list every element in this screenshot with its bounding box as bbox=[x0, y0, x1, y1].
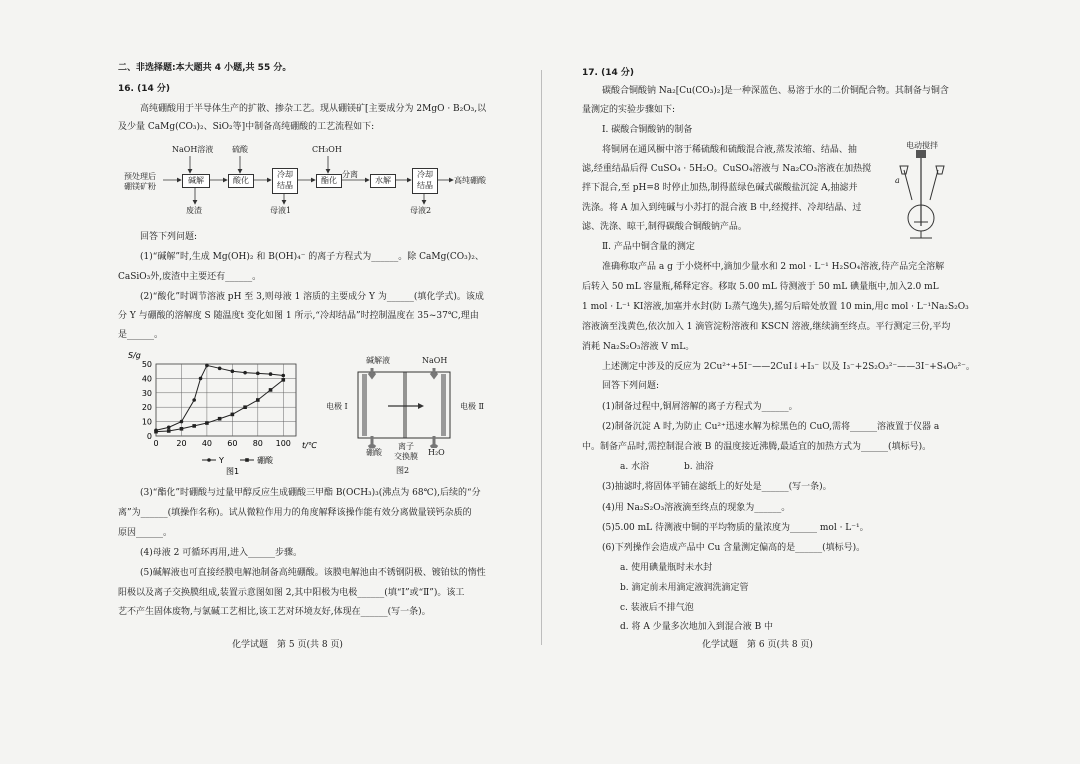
page-footer-left: 化学试题 第 5 页(共 8 页) bbox=[232, 640, 343, 650]
instrument-a-label: a bbox=[895, 176, 900, 185]
waste-residue: 废渣 bbox=[186, 206, 202, 215]
legend-marker bbox=[207, 458, 211, 462]
data-point bbox=[231, 413, 235, 417]
q16-part5-line2: 阳极以及离子交换膜组成,装置示意图如图 2,其中阳极为电极______(填“Ⅰ”或“Ⅱ”)。该工 bbox=[118, 588, 465, 598]
separation-label: 分离 bbox=[342, 170, 358, 179]
data-point bbox=[256, 398, 260, 402]
data-point bbox=[167, 426, 171, 430]
data-point bbox=[218, 417, 222, 421]
data-point bbox=[231, 369, 235, 373]
data-point bbox=[281, 378, 285, 382]
chart-y-tick: 50 bbox=[141, 360, 152, 369]
step-esterify: 酯化 bbox=[316, 174, 342, 188]
q16-heading: 16. (14 分) bbox=[118, 84, 170, 94]
part1-line5: 滤、洗涤、晾干,制得碳酸合铜酸钠产品。 bbox=[582, 222, 747, 232]
section-title: 二、非选择题:本大题共 4 小题,共 55 分。 bbox=[118, 63, 292, 73]
mother-liquor-1: 母液1 bbox=[270, 206, 292, 215]
label-water: H₂O bbox=[428, 448, 445, 457]
q16-part2-line3: 是______。 bbox=[118, 330, 164, 340]
chart-y-axis-label: S/g bbox=[128, 351, 141, 360]
legend-marker bbox=[245, 458, 249, 462]
option-c: c. 装液后不排气泡 bbox=[620, 603, 694, 613]
part2-heading: Ⅱ. 产品中铜含量的测定 bbox=[602, 242, 695, 252]
data-point bbox=[180, 427, 184, 431]
q16-part5-line1: (5)碱解液也可直接经膜电解池制备高纯硼酸。该膜电解池由不锈钢阴极、镀铂钛的惰性 bbox=[140, 568, 486, 578]
q17-part4: (4)用 Na₂S₂O₃溶液滴至终点的现象为______。 bbox=[602, 503, 791, 513]
figure2-caption: 图2 bbox=[396, 466, 410, 475]
legend-label: 硼酸 bbox=[257, 456, 273, 465]
answer-prompt-right: 回答下列问题: bbox=[602, 381, 660, 391]
q16-part5-line3: 艺不产生固体废物,与氯碱工艺相比,该工艺对环境友好,体现在______(写一条)。 bbox=[118, 607, 431, 617]
option-d: d. 将 A 少量多次地加入到混合液 B 中 bbox=[620, 622, 774, 632]
label-boric-acid: 硼酸 bbox=[366, 448, 382, 457]
q16-part3-line3: 原因______。 bbox=[118, 528, 173, 538]
chart-x-tick: 100 bbox=[275, 439, 291, 448]
reagent-methanol: CH₃OH bbox=[312, 145, 342, 154]
data-point bbox=[218, 367, 222, 371]
page-footer-right: 化学试题 第 6 页(共 8 页) bbox=[702, 640, 813, 650]
answer-prompt-left: 回答下列问题: bbox=[140, 232, 198, 242]
cell-drawing bbox=[350, 368, 460, 448]
product-label: 高纯硼酸 bbox=[454, 176, 486, 185]
q17-part2-line2: 中。制备产品时,需控制混合液 B 的温度接近沸腾,最适宜的加热方式为______(填标号)。 bbox=[582, 442, 932, 452]
part1-line2: 滤,经重结晶后得 CuSO₄ · 5H₂O。CuSO₄溶液与 Na₂CO₃溶液在加热搅 bbox=[582, 164, 872, 174]
data-point bbox=[281, 374, 285, 378]
q16-intro-line2: 及少量 CaMg(CO₃)₂、SiO₂等]中制备高纯硼酸的工艺流程如下: bbox=[118, 122, 375, 132]
label-naoh: NaOH bbox=[422, 356, 448, 365]
q16-part4: (4)母液 2 可循环再用,进入______步骤。 bbox=[140, 548, 303, 558]
reagent-sulfuric: 硫酸 bbox=[232, 145, 248, 154]
data-point bbox=[256, 372, 260, 376]
chart-x-tick: 60 bbox=[227, 439, 238, 448]
right-page bbox=[540, 0, 1080, 764]
chart-y-tick: 0 bbox=[146, 432, 152, 441]
chart-x-tick: 40 bbox=[201, 439, 213, 448]
part1-line4: 洗涤。将 A 加入到纯碱与小苏打的混合液 B 中,经搅拌、冷却结晶、过 bbox=[582, 203, 862, 213]
q17-heading: 17. (14 分) bbox=[582, 68, 634, 78]
chart-y-tick: 30 bbox=[141, 388, 152, 398]
part2-line4: 溶液滴至浅黄色,依次加入 1 滴管淀粉溶液和 KSCN 溶液,继续滴至终点。平行测定三份,平均 bbox=[582, 322, 951, 332]
flowchart-arrows bbox=[0, 0, 540, 230]
part1-line1: 将铜屑在通风橱中溶于稀硫酸和硫酸混合液,蒸发浓缩、结晶、抽 bbox=[602, 145, 857, 155]
flask-apparatus bbox=[892, 150, 952, 240]
data-point bbox=[192, 424, 196, 428]
option-oil-bath: b. 油浴 bbox=[684, 462, 714, 472]
stirrer-label: 电动搅拌 bbox=[906, 141, 938, 150]
legend-label: Y bbox=[219, 456, 224, 465]
q17-intro-line1: 碳酸合铜酸钠 Na₂[Cu(CO₃)₂]是一种深蓝色、易溶于水的二价铜配合物。其制备与铜含 bbox=[602, 86, 949, 96]
input-label-1: 预处理后 bbox=[124, 172, 156, 181]
q16-part2-line2: 分 Y 与硼酸的溶解度 S 随温度t 变化如图 1 所示,“冷却结晶”时控制温度在 35~37℃,理由 bbox=[118, 311, 479, 321]
q17-part5: (5)5.00 mL 待测液中铜的平均物质的量浓度为______ mol · L⁻¹。 bbox=[602, 523, 869, 533]
chart-x-tick: 80 bbox=[252, 439, 263, 448]
chart-x-tick: 20 bbox=[176, 439, 187, 448]
data-point bbox=[180, 420, 184, 424]
part1-heading: Ⅰ. 碳酸合铜酸钠的制备 bbox=[602, 125, 693, 135]
data-point bbox=[205, 421, 209, 425]
label-alkali-solution: 碱解液 bbox=[366, 356, 390, 365]
data-point bbox=[154, 430, 158, 434]
data-point bbox=[167, 429, 171, 433]
electrode-II-label: 电极 Ⅱ bbox=[460, 402, 484, 411]
data-point bbox=[269, 388, 273, 392]
step-acidify: 酸化 bbox=[228, 174, 254, 188]
q16-part1-line2: CaSiO₃外,废渣中主要还有______。 bbox=[118, 272, 262, 282]
label-ion-1: 离子 bbox=[398, 442, 414, 451]
option-b: b. 滴定前未用滴定液润洗滴定管 bbox=[620, 583, 749, 593]
q16-part2-line1: (2)“酸化”时调节溶液 pH 至 3,则母液 1 溶质的主要成分 Y 为______(填化学式)。该成 bbox=[140, 292, 484, 302]
solubility-chart bbox=[126, 346, 336, 480]
q17-part2-line1: (2)制备沉淀 A 时,为防止 Cu²⁺迅速水解为棕黑色的 CuO,需将______溶液置于仪器 a bbox=[602, 422, 940, 432]
part2-line3: 1 mol · L⁻¹ KI溶液,加塞并水封(防 I₂蒸气逸失),摇匀后暗处放置 10 min,用c mol · L⁻¹Na₂S₂O₃ bbox=[582, 302, 969, 312]
chart-x-axis-label: t/℃ bbox=[302, 441, 317, 450]
q17-intro-line2: 量测定的实验步骤如下: bbox=[582, 105, 676, 115]
electrode-I-label: 电极 Ⅰ bbox=[326, 402, 348, 411]
q16-intro-line1: 高纯硼酸用于半导体生产的扩散、掺杂工艺。现从硼镁矿[主要成分为 2MgO · B₂O₃,以 bbox=[140, 104, 487, 114]
part2-line1: 准确称取产品 a g 于小烧杯中,滴加少量水和 2 mol · L⁻¹ H₂SO₄溶液,待产品完全溶解 bbox=[602, 262, 945, 272]
step-hydrolysis: 水解 bbox=[370, 174, 396, 188]
chart-y-tick: 20 bbox=[141, 403, 152, 413]
reagent-naoh: NaOH溶液 bbox=[172, 145, 214, 154]
q17-part6: (6)下列操作会造成产品中 Cu 含量测定偏高的是______(填标号)。 bbox=[602, 543, 866, 553]
step3-line1: 冷却 bbox=[277, 170, 293, 179]
q17-part3: (3)抽滤时,将固体平铺在滤纸上的好处是______(写一条)。 bbox=[602, 482, 832, 492]
data-point bbox=[269, 372, 273, 376]
data-point bbox=[243, 405, 247, 409]
q17-part1: (1)制备过程中,铜屑溶解的离子方程式为______。 bbox=[602, 402, 798, 412]
data-point bbox=[243, 371, 247, 375]
mother-liquor-2: 母液2 bbox=[410, 206, 432, 215]
part2-line5: 消耗 Na₂S₂O₃溶液 V mL。 bbox=[582, 342, 695, 352]
q16-part3-line1: (3)“酯化”时硼酸与过量甲醇反应生成硼酸三甲酯 B(OCH₃)₃(沸点为 68℃),后续的“分 bbox=[140, 488, 481, 498]
chart-caption: 图1 bbox=[226, 467, 240, 476]
step3-line2: 结晶 bbox=[277, 181, 293, 190]
data-point bbox=[205, 364, 209, 368]
step6-line1: 冷却 bbox=[417, 170, 433, 179]
part1-line3: 拌下混合,至 pH=8 时停止加热,制得蓝绿色碱式碳酸盐沉淀 A,抽滤并 bbox=[582, 183, 858, 193]
chart-y-tick: 10 bbox=[141, 417, 152, 427]
step-alkali-hydrolysis: 碱解 bbox=[182, 174, 210, 188]
data-point bbox=[199, 377, 203, 381]
q16-part1-line1: (1)“碱解”时,生成 Mg(OH)₂ 和 B(OH)₄⁻ 的离子方程式为______。除 CaMg(CO₃)₂、 bbox=[140, 252, 484, 262]
q16-part3-line2: 离”为______(填操作名称)。试从微粒作用力的角度解释该操作能有效分离做量镁钙杂质的 bbox=[118, 508, 472, 518]
data-point bbox=[192, 398, 196, 402]
reaction-equations: 上述测定中涉及的反应为 2Cu²⁺+5I⁻——2CuI↓+I₃⁻ 以及 I₃⁻+2S₂O₃²⁻——3I⁻+S₄O₆²⁻。 bbox=[602, 362, 975, 372]
series-line-boric-acid bbox=[156, 380, 283, 432]
label-ion-2: 交换膜 bbox=[394, 452, 418, 461]
option-a: a. 使用碘量瓶时未水封 bbox=[620, 563, 713, 573]
chart-x-tick: 0 bbox=[153, 439, 159, 448]
chart-y-tick: 40 bbox=[141, 374, 152, 384]
step6-line2: 结晶 bbox=[417, 181, 433, 190]
part2-line2: 后转入 50 mL 容量瓶,稀释定容。移取 5.00 mL 待测液于 50 mL 碘量瓶中,加入2.0 mL bbox=[582, 282, 939, 292]
input-label-2: 硼镁矿粉 bbox=[124, 182, 156, 191]
option-water-bath: a. 水浴 bbox=[620, 462, 650, 472]
